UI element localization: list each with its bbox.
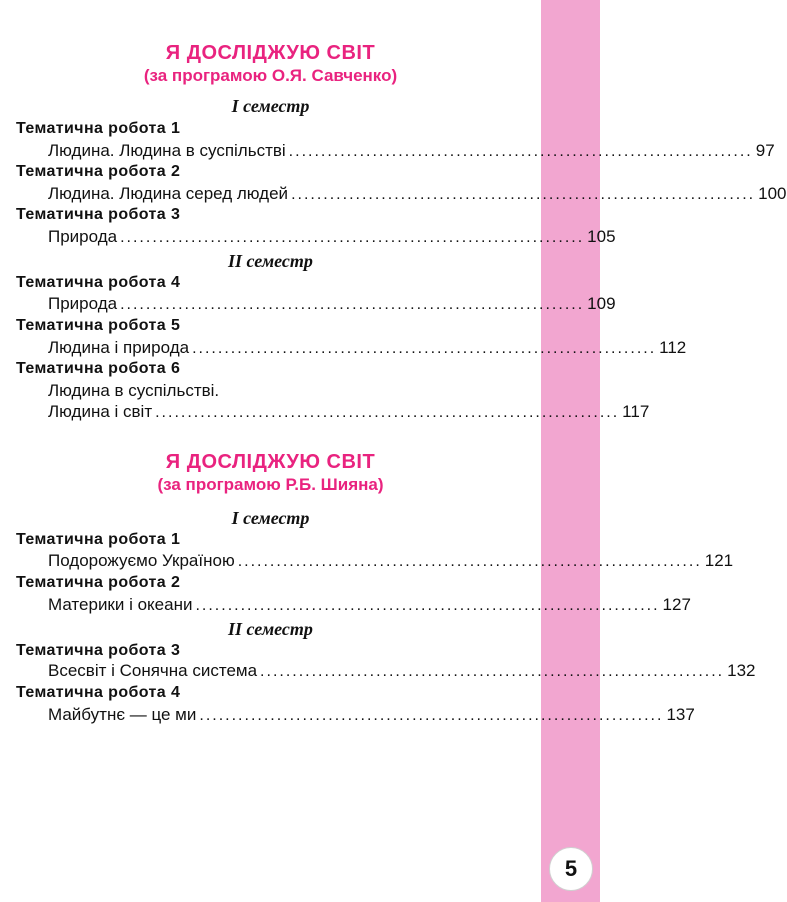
semester-heading: I семестр [231, 508, 310, 528]
toc-entry[interactable] [48, 705, 695, 727]
toc-entry[interactable] [48, 551, 734, 573]
entry-page: 137 [666, 705, 695, 724]
entry-topic: Майбутнє — це ми [48, 705, 197, 724]
toc-entry[interactable] [48, 595, 691, 617]
entry-page: 127 [662, 595, 691, 614]
work-heading: Тематична робота 4 [16, 684, 181, 701]
entry-page: 97 [755, 141, 775, 160]
entry-topic: Людина. Людина в суспільстві [48, 141, 286, 160]
dot-leader: ........................................................................ [120, 229, 585, 246]
work-heading: Тематична робота 1 [16, 120, 181, 137]
work-heading: Тематична робота 4 [16, 274, 181, 291]
dot-leader: ........................................................................ [155, 404, 620, 421]
toc-entry[interactable] [48, 338, 687, 360]
entry-topic: Людина і світ [48, 402, 153, 421]
section-subtitle: (за програмою О.Я. Савченко) [143, 66, 398, 85]
toc-entry[interactable] [48, 184, 787, 206]
entry-topic: Материки і океани [48, 595, 193, 614]
entry-topic: Подорожуємо Україною [48, 551, 235, 570]
side-color-strip [541, 0, 600, 902]
dot-leader: ........................................................................ [120, 296, 585, 313]
entry-page: 105 [587, 227, 616, 246]
dot-leader: ........................................................................ [260, 663, 725, 680]
entry-topic: Людина і природа [48, 338, 190, 357]
entry-topic: Всесвіт і Сонячна система [48, 661, 258, 680]
dot-leader: ........................................................................ [288, 143, 753, 160]
work-heading: Тематична робота 3 [16, 642, 181, 659]
dot-leader: ........................................................................ [199, 707, 664, 724]
dot-leader: ........................................................................ [195, 597, 660, 614]
semester-heading: II семестр [228, 619, 313, 639]
toc-entry[interactable] [48, 141, 775, 163]
work-heading: Тематична робота 2 [16, 574, 181, 591]
toc-entry[interactable] [48, 227, 616, 249]
dot-leader: ........................................................................ [291, 186, 756, 203]
toc-entry[interactable] [48, 294, 616, 316]
semester-heading: II семестр [228, 251, 313, 271]
page-number: 5 [549, 847, 593, 891]
work-heading: Тематична робота 2 [16, 163, 181, 180]
semester-heading: I семестр [231, 96, 310, 116]
entry-page: 132 [727, 661, 756, 680]
work-heading: Тематична робота 5 [16, 317, 181, 334]
work-heading: Тематична робота 1 [16, 531, 181, 548]
entry-topic: Природа [48, 227, 118, 246]
work-heading: Тематична робота 6 [16, 360, 181, 377]
entry-page: 112 [659, 338, 687, 357]
dot-leader: ........................................................................ [192, 340, 657, 357]
entry-page: 121 [704, 551, 734, 570]
toc-entry[interactable] [48, 402, 650, 424]
work-heading: Тематична робота 3 [16, 206, 181, 223]
entry-page: 109 [587, 294, 616, 313]
dot-leader: ........................................................................ [237, 553, 702, 570]
toc-entry[interactable] [48, 661, 756, 683]
section-title: Я ДОСЛІДЖУЮ СВІТ [165, 42, 376, 64]
entry-page: 100 [758, 184, 787, 203]
entry-page: 117 [622, 402, 650, 421]
section-subtitle: (за програмою Р.Б. Шияна) [157, 475, 384, 494]
entry-topic: Природа [48, 294, 118, 313]
entry-topic: Людина. Людина серед людей [48, 184, 289, 203]
entry-topic-line: Людина в суспільстві. [48, 381, 220, 400]
section-title: Я ДОСЛІДЖУЮ СВІТ [165, 451, 376, 473]
